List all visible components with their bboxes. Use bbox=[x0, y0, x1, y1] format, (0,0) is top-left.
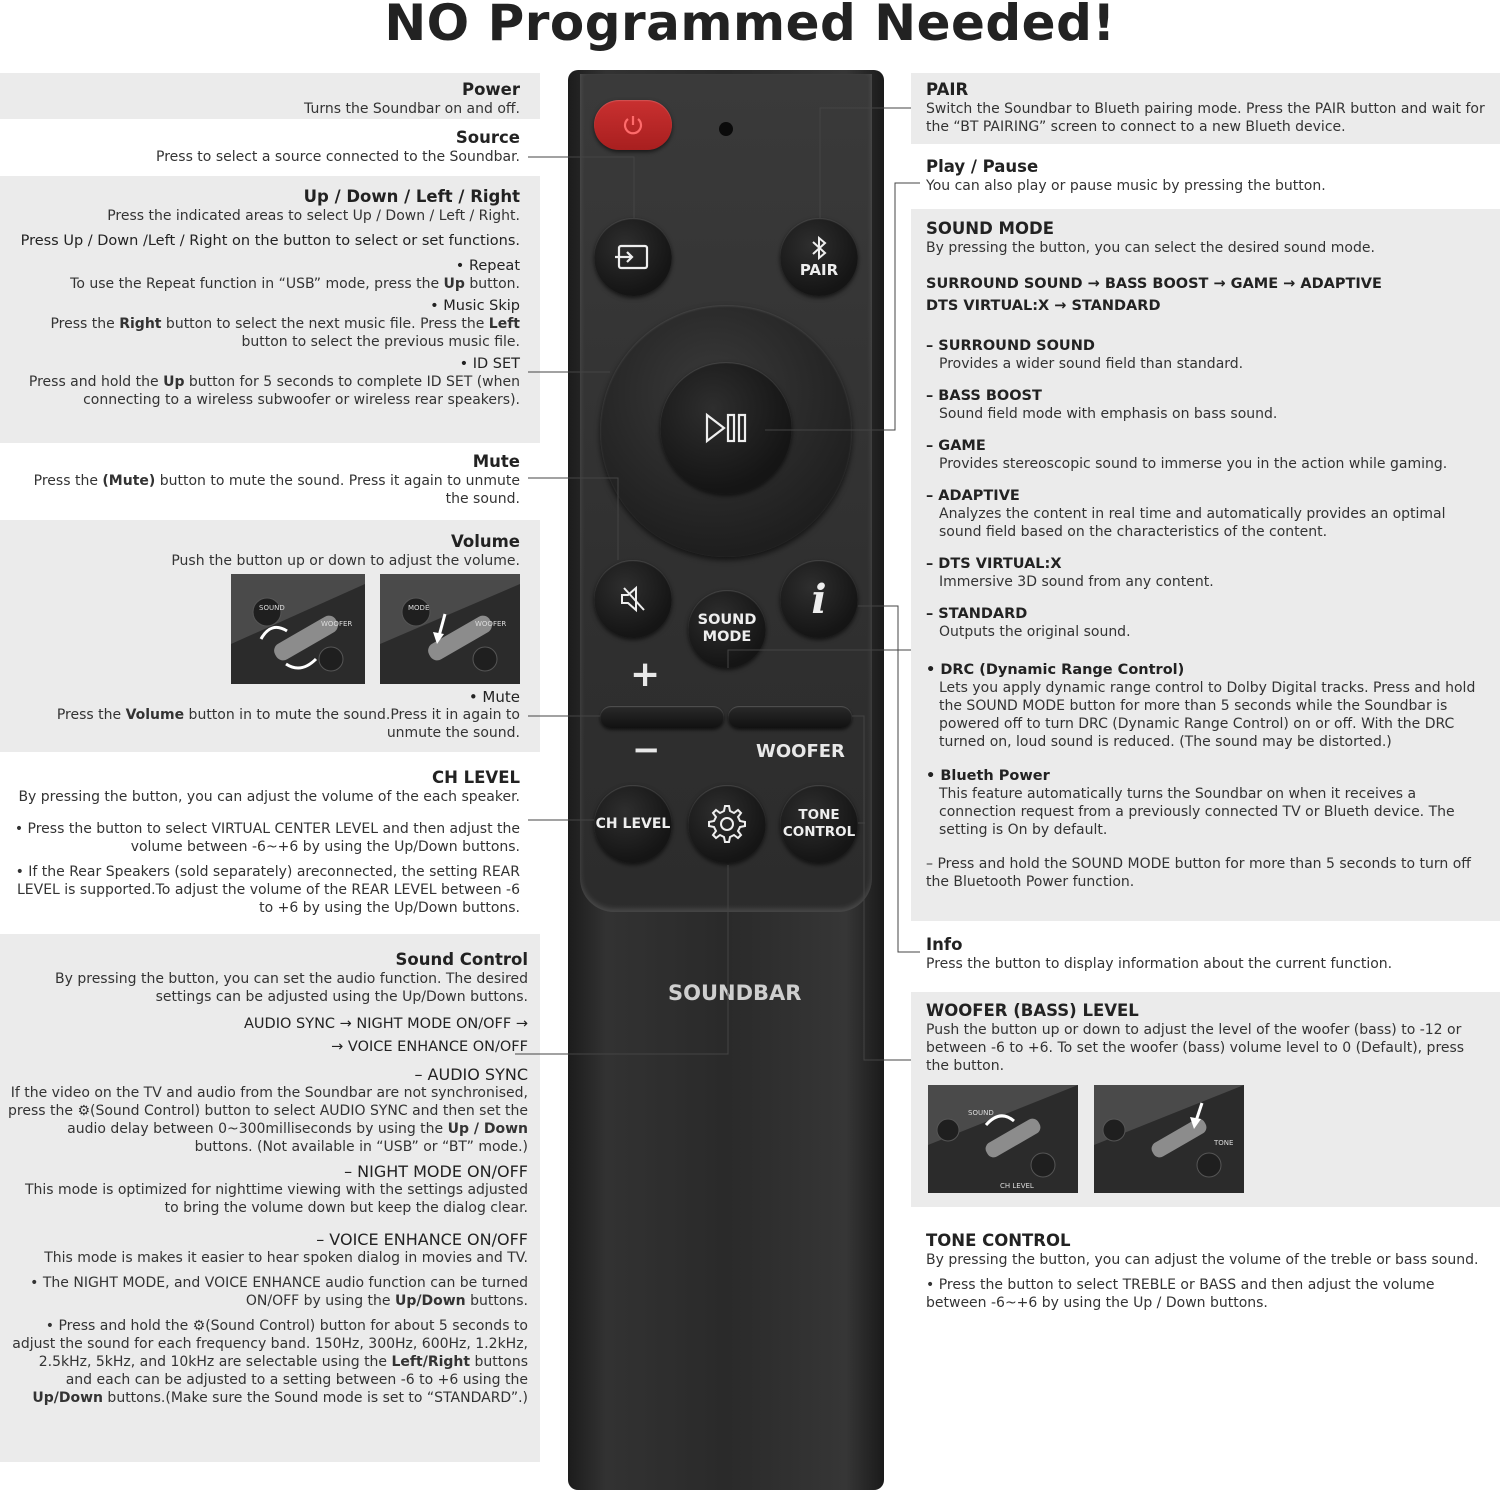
sound-mode-desc bbox=[926, 219, 1486, 891]
ch-level-button[interactable] bbox=[594, 785, 672, 863]
volume-thumb-1-image bbox=[231, 574, 365, 684]
info-button[interactable] bbox=[780, 560, 858, 638]
sound-control-heading: Sound Control bbox=[395, 950, 528, 969]
sound-mode-item-text: Outputs the original sound. bbox=[939, 624, 1131, 640]
soundbar-brand: SOUNDBAR bbox=[668, 981, 802, 1005]
mute-desc bbox=[10, 452, 520, 508]
pair-text: Switch the Soundbar to Blueth pairing mode. Press the PAIR button and wait for the “BT PAIRING” screen to connect to a new Blueth device. bbox=[926, 101, 1485, 135]
power-heading: Power bbox=[462, 80, 520, 99]
bluetooth-icon bbox=[809, 235, 829, 261]
sound-mode-item-heading: – STANDARD bbox=[926, 606, 1028, 622]
drc-heading: • DRC (Dynamic Range Control) bbox=[926, 662, 1185, 678]
power-icon bbox=[620, 112, 646, 138]
volume-text: Push the button up or down to adjust the volume. bbox=[171, 553, 520, 569]
blueth-power-heading: • Blueth Power bbox=[926, 768, 1050, 784]
woofer-heading: WOOFER (BASS) LEVEL bbox=[926, 1001, 1139, 1020]
woofer-thumb-sound-text: SOUND bbox=[968, 1109, 994, 1117]
sound-control-bullet-1: • The NIGHT MODE, and VOICE ENHANCE audio function can be turned ON/OFF by using the Up/Down buttons. bbox=[30, 1275, 528, 1309]
mute-text: Press the (Mute) button to mute the sound. Press it again to unmute the sound. bbox=[33, 473, 520, 507]
woofer-desc bbox=[926, 1001, 1466, 1075]
audio-sync-heading: – AUDIO SYNC bbox=[414, 1065, 528, 1084]
tone-heading: TONE CONTROL bbox=[926, 1231, 1071, 1250]
sound-mode-item bbox=[926, 387, 1486, 423]
sound-mode-item-heading: – DTS VIRTUAL:X bbox=[926, 556, 1062, 572]
info-icon: i bbox=[811, 575, 827, 623]
repeat-heading: • Repeat bbox=[455, 258, 520, 274]
tone-desc bbox=[926, 1231, 1491, 1312]
source-icon bbox=[613, 242, 653, 272]
woofer-thumb-chlevel-text: CH LEVEL bbox=[1000, 1182, 1034, 1190]
sound-mode-chain-1: SURROUND SOUND → BASS BOOST → GAME → ADAPTIVE bbox=[926, 276, 1382, 292]
volume-thumb-2 bbox=[380, 574, 520, 684]
chlevel-text: By pressing the button, you can adjust the volume of the each speaker. bbox=[18, 789, 520, 805]
power-button[interactable] bbox=[594, 100, 672, 150]
updown-text: Press the indicated areas to select Up / Down / Left / Right. bbox=[107, 208, 520, 224]
tone-label-2: CONTROL bbox=[782, 824, 856, 840]
sound-mode-item bbox=[926, 487, 1486, 541]
volume-mute-text: Press the Volume button in to mute the sound.Press it in again to unmute the sound. bbox=[56, 707, 520, 741]
thumb-woofer-text-2: WOOFER bbox=[475, 620, 507, 628]
voice-enhance-heading: – VOICE ENHANCE ON/OFF bbox=[316, 1230, 528, 1249]
sound-mode-heading: SOUND MODE bbox=[926, 219, 1054, 238]
tone-control-button[interactable] bbox=[780, 785, 858, 863]
sound-mode-text: By pressing the button, you can select the desired sound mode. bbox=[926, 240, 1375, 256]
sound-mode-item-text: Provides a wider sound field than standard. bbox=[939, 356, 1244, 372]
pair-button-label: PAIR bbox=[799, 261, 839, 279]
source-heading: Source bbox=[455, 128, 520, 147]
sound-mode-item-text: Immersive 3D sound from any content. bbox=[939, 574, 1214, 590]
ch-level-label: CH LEVEL bbox=[595, 816, 671, 832]
info-desc bbox=[926, 935, 1486, 973]
sound-mode-item-heading: – ADAPTIVE bbox=[926, 488, 1020, 504]
woofer-thumb-2 bbox=[1094, 1085, 1244, 1193]
repeat-text: To use the Repeat function in “USB” mode, press the Up button. bbox=[70, 276, 520, 292]
idset-text: Press and hold the Up button for 5 seconds to complete ID SET (when connecting to a wireless subwoofer or wireless rear speakers). bbox=[28, 374, 520, 408]
pair-button[interactable] bbox=[780, 218, 858, 296]
volume-heading: Volume bbox=[451, 532, 520, 551]
source-button[interactable] bbox=[594, 218, 672, 296]
updown-heading: Up / Down / Left / Right bbox=[303, 187, 520, 206]
sound-mode-item-text: Sound field mode with emphasis on bass sound. bbox=[939, 406, 1278, 422]
skip-text: Press the Right button to select the next music file. Press the Left button to select the previous music file. bbox=[50, 316, 520, 350]
info-heading: Info bbox=[926, 935, 963, 954]
sound-control-bullet-2: • Press and hold the ⚙(Sound Control) button for about 5 seconds to adjust the sound for each frequency band. 150Hz, 300Hz, 600Hz, 1.2kHz, 2.5kHz, 5kHz, and 10kHz are selectable using the Left/Right buttons and each can be adjusted to a setting between -6 to +6 using the Up/Down buttons.(Make sure the Sound mode is set to “STANDARD”.) bbox=[12, 1318, 528, 1406]
night-mode-text: This mode is optimized for nighttime viewing with the settings adjusted to bring the volume down but keep the dialog clear. bbox=[24, 1182, 528, 1216]
pair-heading: PAIR bbox=[926, 80, 969, 99]
power-text: Turns the Soundbar on and off. bbox=[304, 101, 520, 117]
idset-heading: • ID SET bbox=[459, 356, 520, 372]
sound-control-chain-1: AUDIO SYNC → NIGHT MODE ON/OFF → bbox=[244, 1016, 528, 1032]
drc-text: Lets you apply dynamic range control to Dolby Digital tracks. Press and hold the SOUND MODE button for more than 5 seconds while the Soundbar is powered off to turn DRC (Dynamic Range Control) on or off. With the DRC turned on, loud sound is reduced. (The sound may be distorted.) bbox=[939, 680, 1476, 750]
volume-rocker[interactable] bbox=[600, 706, 724, 728]
tone-bullet: • Press the button to select TREBLE or BASS and then adjust the volume between -6~+6 by using the Up / Down buttons. bbox=[926, 1277, 1435, 1311]
sound-mode-item-heading: – SURROUND SOUND bbox=[926, 338, 1095, 354]
thumb-woofer-text: WOOFER bbox=[321, 620, 353, 628]
mute-icon bbox=[618, 584, 648, 614]
tone-label-1: TONE bbox=[798, 807, 840, 823]
tone-text: By pressing the button, you can adjust the volume of the treble or bass sound. bbox=[926, 1252, 1479, 1268]
sound-control-chain-2: → VOICE ENHANCE ON/OFF bbox=[331, 1039, 528, 1055]
blueth-power-text: This feature automatically turns the Soundbar on when it receives a connection request from a previously connected TV or Blueth device. The setting is On by default. bbox=[939, 786, 1455, 838]
skip-heading: • Music Skip bbox=[430, 298, 520, 314]
source-desc bbox=[10, 128, 520, 166]
volume-thumb-2-image bbox=[380, 574, 520, 684]
volume-minus-label: − bbox=[632, 730, 661, 770]
volume-desc bbox=[10, 532, 520, 570]
voice-enhance-text: This mode is makes it easier to hear spoken dialog in movies and TV. bbox=[44, 1250, 528, 1266]
sound-mode-button[interactable] bbox=[688, 590, 766, 668]
updown-desc bbox=[10, 187, 520, 409]
thumb-mode-text: MODE bbox=[408, 604, 430, 612]
info-text: Press the button to display information about the current function. bbox=[926, 956, 1393, 972]
woofer-thumb-1 bbox=[928, 1085, 1078, 1193]
chlevel-bullet-1: • Press the button to select VIRTUAL CENTER LEVEL and then adjust the volume between -6~+6 by using the Up/Down buttons. bbox=[14, 821, 520, 855]
power-desc bbox=[10, 80, 520, 118]
sound-mode-item bbox=[926, 437, 1486, 473]
volume-mute-heading: • Mute bbox=[468, 688, 520, 706]
updown-bold-line: Press Up / Down /Left / Right on the button to select or set functions. bbox=[20, 233, 520, 249]
sound-mode-item-heading: – GAME bbox=[926, 438, 986, 454]
sound-mode-item-text: Analyzes the content in real time and automatically provides an optimal sound field based on the characteristics of the content. bbox=[939, 506, 1446, 540]
chlevel-bullet-2: • If the Rear Speakers (sold separately) areconnected, the setting REAR LEVEL is supported.To adjust the volume of the REAR LEVEL between -6 to +6 by using the Up/Down buttons. bbox=[15, 864, 520, 916]
woofer-thumb-1-image bbox=[928, 1085, 1078, 1193]
woofer-rocker[interactable] bbox=[728, 706, 852, 728]
chlevel-desc bbox=[10, 768, 520, 917]
woofer-label: WOOFER bbox=[756, 741, 845, 762]
hold-sound-mode-text: – Press and hold the SOUND MODE button for more than 5 seconds to turn off the Bluetooth Power function. bbox=[926, 856, 1471, 890]
status-led bbox=[719, 122, 733, 136]
sound-mode-item bbox=[926, 337, 1486, 373]
thumb-sound-text: SOUND bbox=[259, 604, 285, 612]
pair-desc bbox=[926, 80, 1486, 136]
night-mode-heading: – NIGHT MODE ON/OFF bbox=[344, 1162, 528, 1181]
sound-mode-list bbox=[926, 337, 1486, 641]
mute-button[interactable] bbox=[594, 560, 672, 638]
play-pause-button[interactable] bbox=[660, 362, 792, 494]
play-heading: Play / Pause bbox=[926, 157, 1039, 176]
woofer-thumb-tone-text: TONE bbox=[1214, 1139, 1234, 1147]
volume-thumb-1 bbox=[231, 574, 365, 684]
sound-mode-item-text: Provides stereoscopic sound to immerse you in the action while gaming. bbox=[939, 456, 1448, 472]
sound-mode-label-2: MODE bbox=[702, 629, 752, 645]
sound-mode-item-heading: – BASS BOOST bbox=[926, 388, 1042, 404]
gear-icon bbox=[705, 802, 749, 846]
chlevel-heading: CH LEVEL bbox=[431, 768, 520, 787]
sound-mode-item bbox=[926, 555, 1486, 591]
source-text: Press to select a source connected to the Soundbar. bbox=[156, 149, 520, 165]
mute-heading: Mute bbox=[472, 452, 520, 471]
play-desc bbox=[926, 157, 1486, 195]
play-text: You can also play or pause music by pressing the button. bbox=[926, 178, 1326, 194]
woofer-thumb-2-image bbox=[1094, 1085, 1244, 1193]
sound-mode-chain-2: DTS VIRTUAL:X → STANDARD bbox=[926, 298, 1161, 314]
volume-plus-label: + bbox=[630, 654, 661, 695]
audio-sync-text: If the video on the TV and audio from the Soundbar are not synchronised, press the ⚙(Sound Control) button to select AUDIO SYNC and then set the audio delay between 0~300milliseconds by using the Up / Down buttons. (Not available in “USB” or “BT” mode.) bbox=[8, 1085, 528, 1155]
page-title: NO Programmed Needed! bbox=[384, 0, 1116, 52]
sound-mode-item bbox=[926, 605, 1486, 641]
sound-control-desc bbox=[8, 950, 528, 1407]
volume-mute-desc bbox=[10, 688, 520, 742]
woofer-text: Push the button up or down to adjust the level of the woofer (bass) to -12 or between -6 to +6. To set the woofer (bass) volume level to 0 (Default), press the button. bbox=[926, 1022, 1465, 1074]
sound-control-text: By pressing the button, you can set the audio function. The desired settings can be adjusted using the Up/Down buttons. bbox=[55, 971, 528, 1005]
play-pause-icon bbox=[704, 412, 748, 444]
sound-mode-label-1: SOUND bbox=[697, 612, 757, 628]
sound-control-button[interactable] bbox=[688, 785, 766, 863]
